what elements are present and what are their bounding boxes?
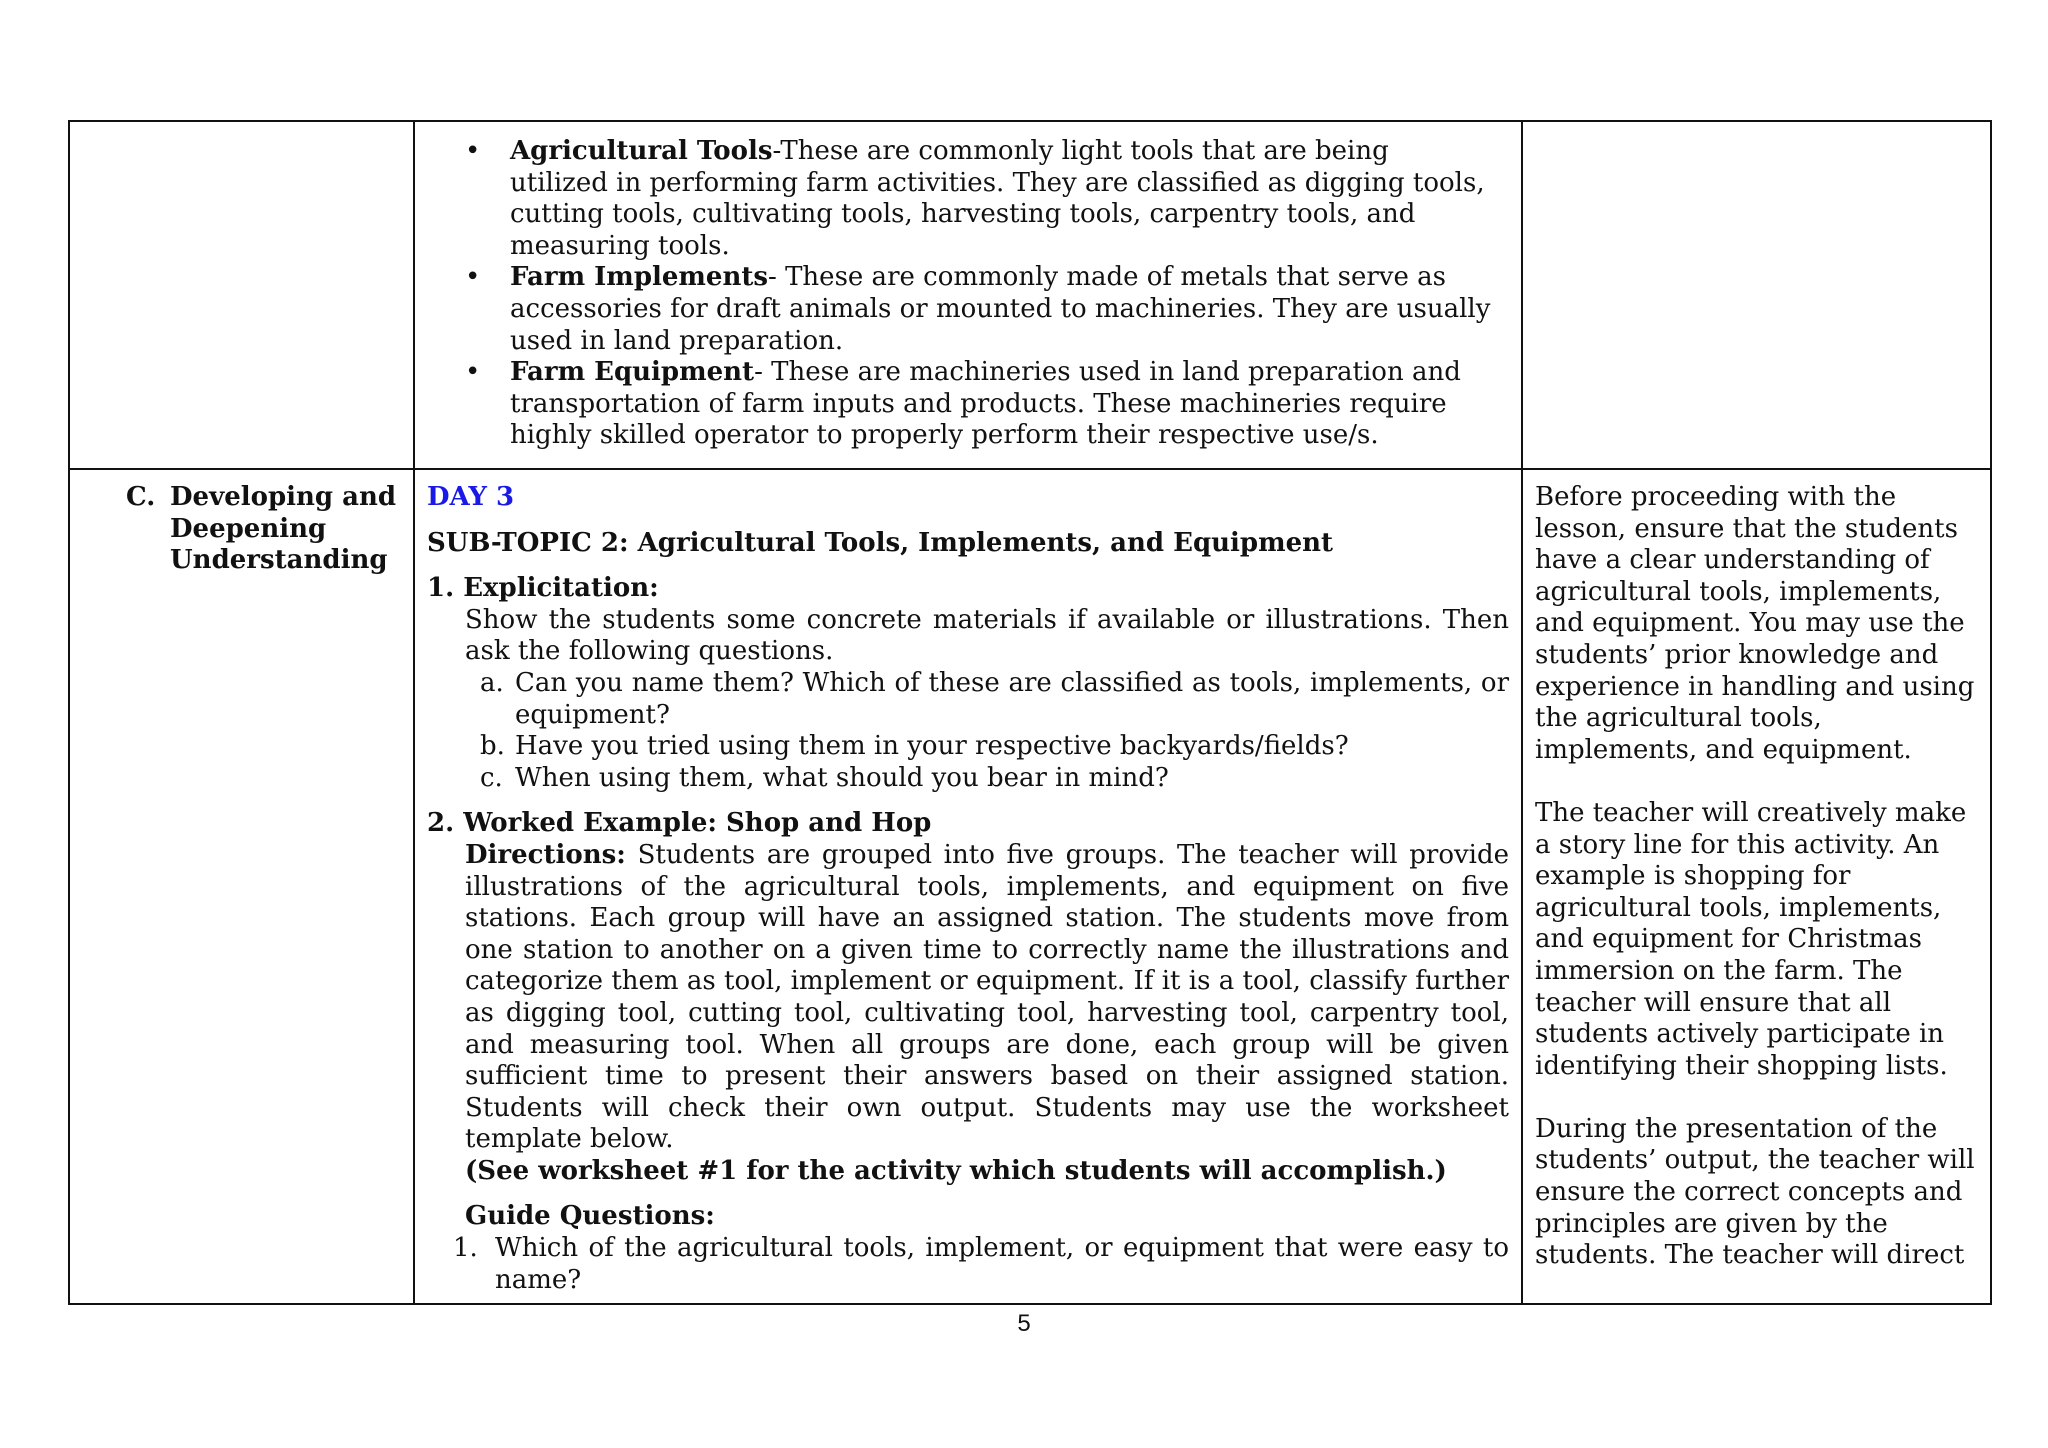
- lesson-content: [415, 470, 1521, 1296]
- list-marker: 1.: [453, 1233, 478, 1264]
- directions-text: Students are grouped into five groups. The teacher will provide illustrations of the agricultural tools, implements, and equipment on five stations. Each group will have an assigned station. The students move from one station to another on a given time to correctly name the illustrations and categorize them as tool, implement or equipment. If it is a tool, classify further as digging tool, cutting tool, cultivating tool, harvesting tool, carpentry tool, and measuring tool. When all groups are done, each group will be given sufficient time to present their answers based on their assigned station. Students will check their own output. Students may use the worksheet template below.: [465, 839, 1510, 1155]
- worksheet-note: (See worksheet #1 for the activity which students will accomplish.): [465, 1155, 1447, 1186]
- section-letter: C.: [126, 482, 156, 512]
- list-item: [465, 731, 1509, 763]
- term-definition: These are machineries used in land preparation and transportation of farm inputs and products. These machineries require highly skilled operator to properly perform their respective use/s.: [510, 357, 1461, 451]
- page-number: 5: [1017, 1310, 1031, 1337]
- term-separator: -: [754, 357, 772, 388]
- row1-notes-cell: [1522, 121, 1991, 469]
- explicitation-intro: Show the students some concrete materials if available or illustrations. Then ask the following questions.: [465, 604, 1509, 667]
- day-label: DAY 3: [427, 482, 515, 512]
- directions-paragraph: [465, 840, 1509, 1156]
- question-text: When using them, what should you bear in mind?: [515, 762, 1169, 793]
- definitions-list: [465, 136, 1491, 452]
- note-paragraph: During the presentation of the students’ output, the teacher will ensure the correct concepts and principles are given by the students. The teacher will direct: [1535, 1113, 1975, 1271]
- list-marker: a.: [480, 667, 504, 698]
- question-text: Have you tried using them in your respective backyards/fields?: [515, 731, 1349, 762]
- explicitation-title: 1. Explicitation:: [427, 573, 659, 604]
- section-heading: [126, 482, 403, 577]
- explicitation-block: [465, 605, 1509, 795]
- table-row: [69, 121, 1991, 469]
- list-item: [465, 262, 1491, 357]
- list-item: [465, 763, 1509, 795]
- section-label: Developing and Deepening Understanding: [170, 482, 397, 576]
- table-row: [69, 469, 1991, 1304]
- row1-section-cell: [69, 121, 414, 469]
- row1-content-cell: [414, 121, 1522, 469]
- term-label: Farm Equipment: [510, 357, 755, 388]
- term-separator: -: [768, 262, 786, 293]
- lesson-plan-table: [68, 120, 1992, 1305]
- row2-section-cell: [69, 469, 414, 1304]
- term-separator: -: [772, 136, 781, 166]
- teacher-notes: [1523, 470, 1990, 1272]
- bullet-icon: •: [465, 136, 481, 166]
- explicitation-questions: [465, 668, 1509, 794]
- list-item: [465, 668, 1509, 731]
- list-item: [465, 357, 1491, 452]
- row2-notes-cell: [1522, 469, 1991, 1304]
- row2-content-cell: [414, 469, 1522, 1304]
- worked-example-title: 2. Worked Example: Shop and Hop: [427, 808, 932, 839]
- list-marker: c.: [480, 762, 503, 793]
- note-paragraph: The teacher will creatively make a story line for this activity. An example is shopping for agricultural tools, implements, and equipment for Christmas immersion on the farm. The teacher will ensure that all students actively participate in identifying their shopping lists.: [1535, 797, 1967, 1081]
- term-label: Agricultural Tools: [510, 136, 773, 166]
- term-definition: These are commonly made of metals that serve as accessories for draft animals or mounted to machineries. They are usually used in land preparation.: [510, 262, 1491, 356]
- directions-label: Directions:: [465, 839, 626, 870]
- term-label: Farm Implements: [510, 262, 769, 293]
- question-text: Which of the agricultural tools, implement, or equipment that were easy to name?: [495, 1233, 1509, 1295]
- subtopic-title: SUB-TOPIC 2: Agricultural Tools, Implements, and Equipment: [427, 527, 1334, 558]
- list-item: [427, 1233, 1509, 1296]
- list-marker: b.: [480, 731, 505, 762]
- bullet-icon: •: [465, 357, 481, 388]
- term-definition: These are commonly light tools that are being utilized in performing farm activities. They are classified as digging tools, cutting tools, cultivating tools, harvesting tools, carpentry tools, and measuring tools.: [510, 136, 1485, 261]
- question-text: Can you name them? Which of these are classified as tools, implements, or equipment?: [515, 667, 1509, 730]
- guide-questions-list: [427, 1233, 1509, 1296]
- note-paragraph: Before proceeding with the lesson, ensure that the students have a clear understanding of agricultural tools, implements, and equipment. You may use the students’ prior knowledge and experience in handling and using the agricultural tools, implements, and equipment.: [1535, 482, 1975, 765]
- bullet-icon: •: [465, 262, 481, 293]
- list-item: [465, 136, 1491, 262]
- guide-questions-title: Guide Questions:: [465, 1201, 715, 1232]
- worked-example-block: [465, 840, 1509, 1233]
